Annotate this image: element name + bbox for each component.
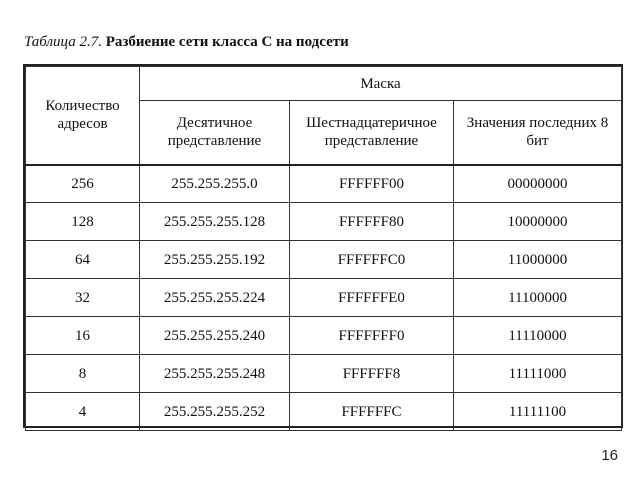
header-mask: Маска [140, 67, 622, 101]
table-row [26, 355, 622, 393]
cell-last-bits: 11110000 [454, 317, 622, 355]
cell-decimal-mask: 255.255.255.128 [140, 203, 290, 241]
table-caption [24, 34, 349, 51]
header-decimal: Десятичное представление [140, 101, 290, 165]
table-row [26, 279, 622, 317]
caption-title: Разбиение сети класса С на подсети [105, 34, 349, 50]
header-hex: Шестнадцатеричное представление [290, 101, 454, 165]
cell-address-count: 64 [26, 241, 140, 279]
cell-last-bits: 10000000 [454, 203, 622, 241]
table-row [26, 165, 622, 203]
page-number: 16 [601, 447, 618, 464]
table-row [26, 317, 622, 355]
cell-decimal-mask: 255.255.255.240 [140, 317, 290, 355]
subnet-table-frame [23, 64, 623, 428]
cell-address-count: 8 [26, 355, 140, 393]
cell-decimal-mask: 255.255.255.252 [140, 393, 290, 431]
cell-last-bits: 11111000 [454, 355, 622, 393]
cell-hex-mask: FFFFFFE0 [290, 279, 454, 317]
table-row [26, 393, 622, 431]
caption-label: Таблица 2.7. [24, 34, 102, 50]
cell-last-bits: 00000000 [454, 165, 622, 203]
cell-last-bits: 11100000 [454, 279, 622, 317]
cell-address-count: 4 [26, 393, 140, 431]
cell-hex-mask: FFFFFFC0 [290, 241, 454, 279]
cell-hex-mask: FFFFFF80 [290, 203, 454, 241]
cell-hex-mask: FFFFFF00 [290, 165, 454, 203]
cell-address-count: 32 [26, 279, 140, 317]
cell-last-bits: 11111100 [454, 393, 622, 431]
header-last-bits: Значения последних 8 бит [454, 101, 622, 165]
cell-address-count: 16 [26, 317, 140, 355]
cell-decimal-mask: 255.255.255.248 [140, 355, 290, 393]
cell-last-bits: 11000000 [454, 241, 622, 279]
cell-decimal-mask: 255.255.255.192 [140, 241, 290, 279]
cell-decimal-mask: 255.255.255.0 [140, 165, 290, 203]
cell-address-count: 128 [26, 203, 140, 241]
table-row [26, 241, 622, 279]
header-address-count: Количество адресов [26, 67, 140, 165]
cell-hex-mask: FFFFFFF0 [290, 317, 454, 355]
table-row [26, 203, 622, 241]
cell-address-count: 256 [26, 165, 140, 203]
subnet-table [25, 66, 622, 431]
cell-decimal-mask: 255.255.255.224 [140, 279, 290, 317]
cell-hex-mask: FFFFFFC [290, 393, 454, 431]
cell-hex-mask: FFFFFF8 [290, 355, 454, 393]
